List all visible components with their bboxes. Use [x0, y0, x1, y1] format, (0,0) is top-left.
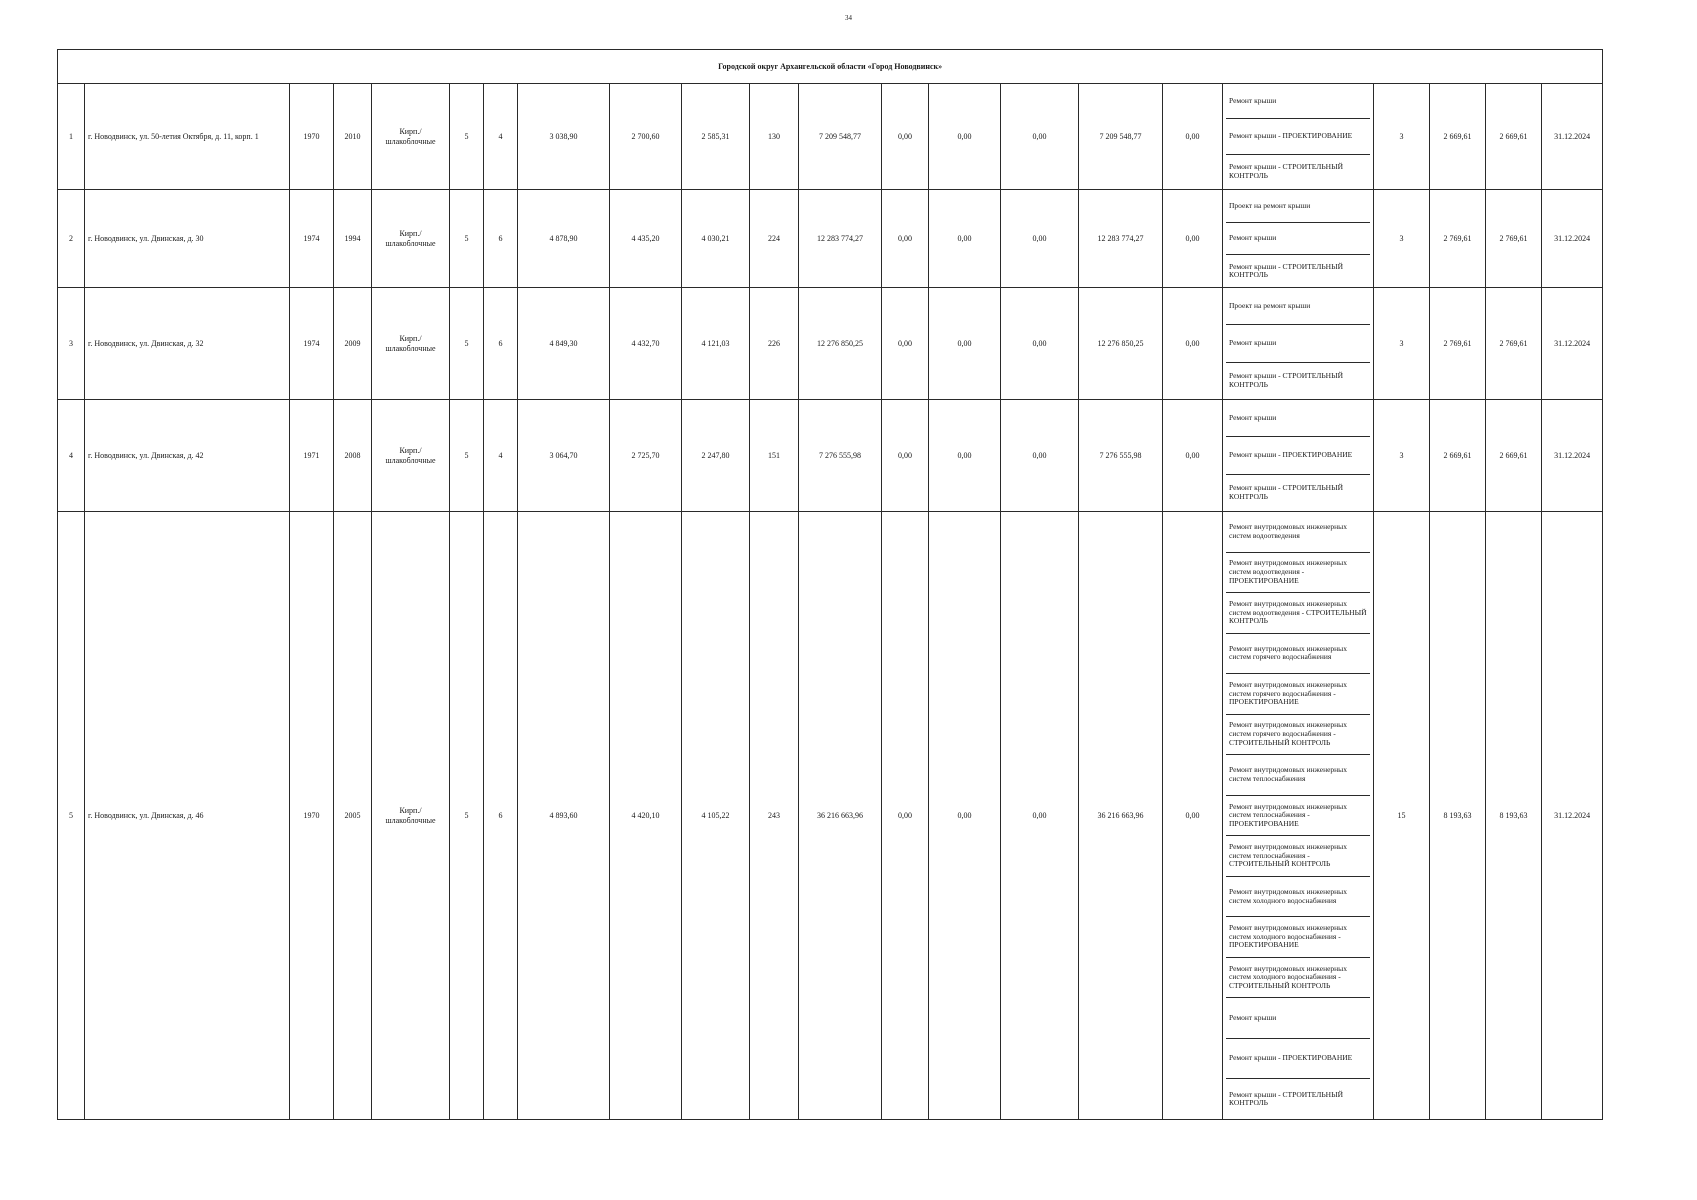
floors-cell: 5	[450, 288, 484, 400]
num-cell: 2	[58, 190, 85, 288]
works-list-cell	[1223, 190, 1374, 288]
region-title: Городской округ Архангельской области «Город Новодвинск»	[58, 50, 1603, 84]
work-item: Ремонт крыши	[1226, 84, 1370, 119]
work-item: Проект на ремонт крыши	[1226, 190, 1370, 223]
cost-local-cell: 0,00	[1001, 512, 1079, 1120]
work-item: Ремонт крыши - СТРОИТЕЛЬНЫЙ КОНТРОЛЬ	[1229, 162, 1344, 180]
overhaul-program-table	[57, 49, 1603, 1120]
floors-cell: 5	[450, 400, 484, 512]
wall-material-cell: Кирп./шлакоблочные	[372, 400, 450, 512]
cost-region-cell: 0,00	[929, 288, 1001, 400]
year-built-cell: 1974	[290, 190, 334, 288]
works-list-cell	[1223, 84, 1374, 190]
work-item: Ремонт внутридомовых инженерных систем водоотведения - ПРОЕКТИРОВАНИЕ	[1226, 553, 1370, 594]
cost-other-cell: 0,00	[1163, 288, 1223, 400]
total-area-cell: 3 038,90	[518, 84, 610, 190]
cost-other-cell: 0,00	[1163, 512, 1223, 1120]
cost-fund-cell: 0,00	[882, 84, 929, 190]
works-list-cell	[1223, 288, 1374, 400]
num-cell: 5	[58, 512, 85, 1120]
year-built-cell: 1970	[290, 512, 334, 1120]
residents-cell: 151	[750, 400, 799, 512]
cost-total-cell: 12 276 850,25	[799, 288, 882, 400]
year-built-cell: 1970	[290, 84, 334, 190]
unit-cost-cell: 2 669,61	[1430, 84, 1486, 190]
residents-cell: 243	[750, 512, 799, 1120]
wall-material-cell: Кирп./шлакоблочные	[372, 190, 450, 288]
works-count-cell: 3	[1374, 288, 1430, 400]
table-row	[58, 400, 1603, 512]
area-residential-cell: 4 105,22	[682, 512, 750, 1120]
entrances-cell: 6	[484, 190, 518, 288]
works-list	[1226, 512, 1370, 1119]
cost-other-cell: 0,00	[1163, 190, 1223, 288]
address-cell: г. Новодвинск, ул. 50-летия Октября, д. 11, корп. 1	[85, 84, 290, 190]
cost-local-cell: 0,00	[1001, 190, 1079, 288]
work-item: Ремонт крыши - СТРОИТЕЛЬНЫЙ КОНТРОЛЬ	[1229, 483, 1344, 501]
unit-cost-limit-cell: 2 769,61	[1486, 190, 1542, 288]
unit-cost-cell: 2 769,61	[1430, 288, 1486, 400]
work-item: Ремонт крыши	[1226, 998, 1370, 1039]
work-item: Ремонт крыши	[1226, 400, 1370, 437]
cost-region-cell: 0,00	[929, 512, 1001, 1120]
address-cell: г. Новодвинск, ул. Двинская, д. 46	[85, 512, 290, 1120]
wall-material-cell: Кирп./шлакоблочные	[372, 512, 450, 1120]
table-row	[58, 84, 1603, 190]
work-item: Ремонт крыши - ПРОЕКТИРОВАНИЕ	[1226, 119, 1370, 154]
cost-owners-cell: 36 216 663,96	[1079, 512, 1163, 1120]
area-premises-cell: 4 420,10	[610, 512, 682, 1120]
area-premises-cell: 4 435,20	[610, 190, 682, 288]
floors-cell: 5	[450, 84, 484, 190]
residents-cell: 130	[750, 84, 799, 190]
year-built-cell: 1971	[290, 400, 334, 512]
residents-cell: 226	[750, 288, 799, 400]
work-item: Ремонт крыши	[1226, 223, 1370, 256]
total-area-cell: 4 878,90	[518, 190, 610, 288]
year-built-cell: 1974	[290, 288, 334, 400]
work-item: Ремонт внутридомовых инженерных систем горячего водоснабжения	[1226, 634, 1370, 675]
deadline-cell: 31.12.2024	[1542, 84, 1603, 190]
year-overhaul-cell: 2008	[334, 400, 372, 512]
year-overhaul-cell: 2009	[334, 288, 372, 400]
num-cell: 4	[58, 400, 85, 512]
table-row	[58, 288, 1603, 400]
unit-cost-limit-cell: 2 769,61	[1486, 288, 1542, 400]
work-item: Ремонт внутридомовых инженерных систем горячего водоснабжения - СТРОИТЕЛЬНЫЙ КОНТРОЛЬ	[1226, 715, 1370, 756]
entrances-cell: 4	[484, 400, 518, 512]
page-number: 34	[845, 14, 852, 22]
area-residential-cell: 2 247,80	[682, 400, 750, 512]
works-count-cell: 3	[1374, 400, 1430, 512]
cost-fund-cell: 0,00	[882, 288, 929, 400]
work-item: Ремонт крыши - СТРОИТЕЛЬНЫЙ КОНТРОЛЬ	[1229, 371, 1344, 389]
cost-other-cell: 0,00	[1163, 400, 1223, 512]
cost-region-cell: 0,00	[929, 84, 1001, 190]
area-residential-cell: 4 030,21	[682, 190, 750, 288]
work-item: Ремонт внутридомовых инженерных систем теплоснабжения	[1226, 755, 1370, 796]
work-item: Проект на ремонт крыши	[1226, 288, 1370, 325]
works-list	[1226, 84, 1370, 189]
deadline-cell: 31.12.2024	[1542, 512, 1603, 1120]
cost-local-cell: 0,00	[1001, 84, 1079, 190]
cost-owners-cell: 12 283 774,27	[1079, 190, 1163, 288]
table-row	[58, 190, 1603, 288]
unit-cost-limit-cell: 2 669,61	[1486, 400, 1542, 512]
floors-cell: 5	[450, 190, 484, 288]
wall-material-cell: Кирп./шлакоблочные	[372, 84, 450, 190]
work-item: Ремонт крыши	[1226, 325, 1370, 362]
cost-fund-cell: 0,00	[882, 190, 929, 288]
total-area-cell: 4 893,60	[518, 512, 610, 1120]
total-area-cell: 4 849,30	[518, 288, 610, 400]
unit-cost-cell: 2 769,61	[1430, 190, 1486, 288]
entrances-cell: 4	[484, 84, 518, 190]
address-cell: г. Новодвинск, ул. Двинская, д. 30	[85, 190, 290, 288]
works-count-cell: 15	[1374, 512, 1430, 1120]
cost-fund-cell: 0,00	[882, 512, 929, 1120]
cost-region-cell: 0,00	[929, 190, 1001, 288]
cost-other-cell: 0,00	[1163, 84, 1223, 190]
cost-fund-cell: 0,00	[882, 400, 929, 512]
work-item: Ремонт внутридомовых инженерных систем теплоснабжения - СТРОИТЕЛЬНЫЙ КОНТРОЛЬ	[1226, 836, 1370, 877]
cost-total-cell: 7 209 548,77	[799, 84, 882, 190]
entrances-cell: 6	[484, 512, 518, 1120]
cost-owners-cell: 7 276 555,98	[1079, 400, 1163, 512]
unit-cost-limit-cell: 2 669,61	[1486, 84, 1542, 190]
work-item: Ремонт крыши - СТРОИТЕЛЬНЫЙ КОНТРОЛЬ	[1229, 261, 1344, 280]
works-list	[1226, 190, 1370, 287]
unit-cost-limit-cell: 8 193,63	[1486, 512, 1542, 1120]
cost-total-cell: 12 283 774,27	[799, 190, 882, 288]
entrances-cell: 6	[484, 288, 518, 400]
area-premises-cell: 4 432,70	[610, 288, 682, 400]
deadline-cell: 31.12.2024	[1542, 190, 1603, 288]
area-premises-cell: 2 700,60	[610, 84, 682, 190]
area-premises-cell: 2 725,70	[610, 400, 682, 512]
area-residential-cell: 4 121,03	[682, 288, 750, 400]
num-cell: 3	[58, 288, 85, 400]
total-area-cell: 3 064,70	[518, 400, 610, 512]
work-item: Ремонт внутридомовых инженерных систем теплоснабжения - ПРОЕКТИРОВАНИЕ	[1226, 796, 1370, 837]
works-list	[1226, 400, 1370, 511]
table-row	[58, 512, 1603, 1120]
cost-local-cell: 0,00	[1001, 400, 1079, 512]
work-item: Ремонт внутридомовых инженерных систем холодного водоснабжения - СТРОИТЕЛЬНЫЙ КОНТРОЛЬ	[1226, 958, 1370, 999]
works-count-cell: 3	[1374, 84, 1430, 190]
works-count-cell: 3	[1374, 190, 1430, 288]
work-item: Ремонт внутридомовых инженерных систем водоотведения - СТРОИТЕЛЬНЫЙ КОНТРОЛЬ	[1226, 593, 1370, 634]
area-residential-cell: 2 585,31	[682, 84, 750, 190]
work-item: Ремонт крыши - ПРОЕКТИРОВАНИЕ	[1226, 1039, 1370, 1080]
work-item: Ремонт крыши - СТРОИТЕЛЬНЫЙ КОНТРОЛЬ	[1229, 1089, 1344, 1108]
wall-material-cell: Кирп./шлакоблочные	[372, 288, 450, 400]
work-item: Ремонт крыши - ПРОЕКТИРОВАНИЕ	[1226, 437, 1370, 474]
address-cell: г. Новодвинск, ул. Двинская, д. 42	[85, 400, 290, 512]
floors-cell: 5	[450, 512, 484, 1120]
works-list-cell	[1223, 400, 1374, 512]
unit-cost-cell: 2 669,61	[1430, 400, 1486, 512]
address-cell: г. Новодвинск, ул. Двинская, д. 32	[85, 288, 290, 400]
cost-local-cell: 0,00	[1001, 288, 1079, 400]
deadline-cell: 31.12.2024	[1542, 288, 1603, 400]
work-item: Ремонт внутридомовых инженерных систем горячего водоснабжения - ПРОЕКТИРОВАНИЕ	[1226, 674, 1370, 715]
cost-region-cell: 0,00	[929, 400, 1001, 512]
region-header-row	[58, 50, 1603, 84]
work-item: Ремонт внутридомовых инженерных систем холодного водоснабжения - ПРОЕКТИРОВАНИЕ	[1226, 917, 1370, 958]
unit-cost-cell: 8 193,63	[1430, 512, 1486, 1120]
deadline-cell: 31.12.2024	[1542, 400, 1603, 512]
cost-total-cell: 7 276 555,98	[799, 400, 882, 512]
work-item: Ремонт внутридомовых инженерных систем водоотведения	[1226, 512, 1370, 553]
cost-owners-cell: 12 276 850,25	[1079, 288, 1163, 400]
residents-cell: 224	[750, 190, 799, 288]
work-item: Ремонт внутридомовых инженерных систем холодного водоснабжения	[1226, 877, 1370, 918]
year-overhaul-cell: 1994	[334, 190, 372, 288]
num-cell: 1	[58, 84, 85, 190]
works-list	[1226, 288, 1370, 399]
works-list-cell	[1223, 512, 1374, 1120]
year-overhaul-cell: 2010	[334, 84, 372, 190]
cost-owners-cell: 7 209 548,77	[1079, 84, 1163, 190]
year-overhaul-cell: 2005	[334, 512, 372, 1120]
cost-total-cell: 36 216 663,96	[799, 512, 882, 1120]
